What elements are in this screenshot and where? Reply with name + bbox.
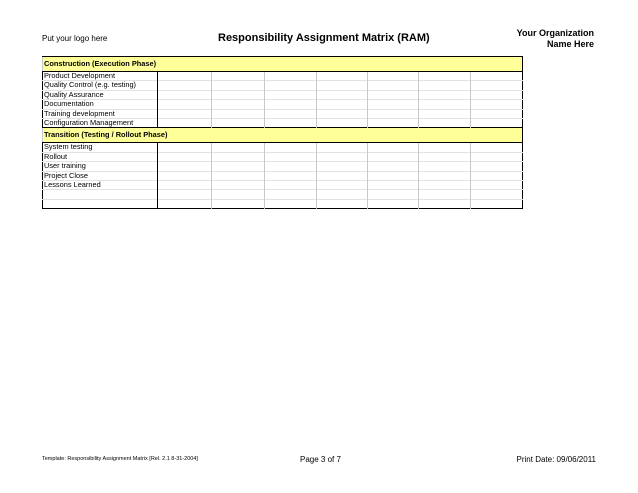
task-row <box>43 190 523 199</box>
assignment-cell[interactable] <box>158 100 212 109</box>
task-row <box>43 81 523 90</box>
task-label[interactable]: User training <box>43 162 158 171</box>
task-row <box>43 72 523 81</box>
assignment-cell[interactable] <box>212 152 265 161</box>
assignment-cell[interactable] <box>419 81 471 90</box>
assignment-cell[interactable] <box>265 143 317 152</box>
phase-header-construction <box>43 57 523 72</box>
assignment-cell[interactable] <box>212 100 265 109</box>
assignment-cell[interactable] <box>212 119 265 128</box>
task-row <box>43 181 523 190</box>
task-label[interactable]: Product Development <box>43 72 158 81</box>
assignment-cell[interactable] <box>317 119 368 128</box>
assignment-cell[interactable] <box>158 162 212 171</box>
assignment-cell[interactable] <box>158 199 212 208</box>
page-title: Responsibility Assignment Matrix (RAM) <box>218 32 430 44</box>
print-date: Print Date: 09/06/2011 <box>516 455 596 464</box>
task-label[interactable]: System testing <box>43 143 158 152</box>
assignment-cell[interactable] <box>265 90 317 99</box>
assignment-cell[interactable] <box>471 152 523 161</box>
assignment-cell[interactable] <box>419 190 471 199</box>
task-row <box>43 100 523 109</box>
assignment-cell[interactable] <box>265 181 317 190</box>
assignment-cell[interactable] <box>158 143 212 152</box>
assignment-cell[interactable] <box>471 143 523 152</box>
assignment-cell[interactable] <box>471 81 523 90</box>
phase-label: Construction (Execution Phase) <box>43 57 523 72</box>
assignment-cell[interactable] <box>158 81 212 90</box>
task-label[interactable]: Project Close <box>43 171 158 180</box>
assignment-cell[interactable] <box>419 162 471 171</box>
assignment-cell[interactable] <box>212 109 265 118</box>
task-row <box>43 171 523 180</box>
assignment-cell[interactable] <box>265 100 317 109</box>
assignment-cell[interactable] <box>368 171 419 180</box>
assignment-cell[interactable] <box>212 199 265 208</box>
assignment-cell[interactable] <box>471 72 523 81</box>
assignment-cell[interactable] <box>419 119 471 128</box>
assignment-cell[interactable] <box>471 90 523 99</box>
task-label[interactable] <box>43 190 158 199</box>
assignment-cell[interactable] <box>368 152 419 161</box>
assignment-cell[interactable] <box>419 72 471 81</box>
assignment-cell[interactable] <box>212 81 265 90</box>
assignment-cell[interactable] <box>212 162 265 171</box>
assignment-cell[interactable] <box>158 90 212 99</box>
task-label[interactable]: Lessons Learned <box>43 181 158 190</box>
assignment-cell[interactable] <box>317 81 368 90</box>
task-row <box>43 152 523 161</box>
assignment-cell[interactable] <box>212 190 265 199</box>
assignment-cell[interactable] <box>419 109 471 118</box>
assignment-cell[interactable] <box>265 81 317 90</box>
ram-table <box>42 56 523 209</box>
assignment-cell[interactable] <box>471 199 523 208</box>
assignment-cell[interactable] <box>265 199 317 208</box>
assignment-cell[interactable] <box>471 171 523 180</box>
assignment-cell[interactable] <box>368 199 419 208</box>
org-line-1: Your Organization <box>516 28 594 38</box>
assignment-cell[interactable] <box>317 171 368 180</box>
template-info: Template: Responsibility Assignment Matrix [Rel. 2.1 8-31-2004] <box>42 456 198 462</box>
assignment-cell[interactable] <box>265 109 317 118</box>
assignment-cell[interactable] <box>419 171 471 180</box>
assignment-cell[interactable] <box>368 72 419 81</box>
assignment-cell[interactable] <box>317 109 368 118</box>
assignment-cell[interactable] <box>368 190 419 199</box>
assignment-cell[interactable] <box>317 90 368 99</box>
assignment-cell[interactable] <box>158 119 212 128</box>
assignment-cell[interactable] <box>158 109 212 118</box>
assignment-cell[interactable] <box>212 181 265 190</box>
assignment-cell[interactable] <box>265 190 317 199</box>
organization-name <box>517 28 594 50</box>
assignment-cell[interactable] <box>158 181 212 190</box>
assignment-cell[interactable] <box>368 90 419 99</box>
assignment-cell[interactable] <box>368 100 419 109</box>
assignment-cell[interactable] <box>317 181 368 190</box>
assignment-cell[interactable] <box>212 90 265 99</box>
task-row <box>43 162 523 171</box>
assignment-cell[interactable] <box>368 162 419 171</box>
page-number: Page 3 of 7 <box>300 455 341 464</box>
phase-header-transition <box>43 128 523 143</box>
task-label[interactable]: Quality Control (e.g. testing) <box>43 81 158 90</box>
assignment-cell[interactable] <box>471 162 523 171</box>
assignment-cell[interactable] <box>317 100 368 109</box>
assignment-cell[interactable] <box>317 72 368 81</box>
assignment-cell[interactable] <box>265 162 317 171</box>
assignment-cell[interactable] <box>212 72 265 81</box>
task-row <box>43 90 523 99</box>
phase-label: Transition (Testing / Rollout Phase) <box>43 128 523 143</box>
assignment-cell[interactable] <box>471 181 523 190</box>
task-label[interactable]: Quality Assurance <box>43 90 158 99</box>
assignment-cell[interactable] <box>471 119 523 128</box>
assignment-cell[interactable] <box>158 72 212 81</box>
assignment-cell[interactable] <box>368 109 419 118</box>
assignment-cell[interactable] <box>317 199 368 208</box>
assignment-cell[interactable] <box>158 190 212 199</box>
assignment-cell[interactable] <box>158 152 212 161</box>
assignment-cell[interactable] <box>317 162 368 171</box>
task-label[interactable]: Configuration Management <box>43 119 158 128</box>
assignment-cell[interactable] <box>419 181 471 190</box>
task-row <box>43 109 523 118</box>
assignment-cell[interactable] <box>471 109 523 118</box>
task-row <box>43 119 523 128</box>
assignment-cell[interactable] <box>419 100 471 109</box>
assignment-cell[interactable] <box>368 181 419 190</box>
task-label[interactable] <box>43 199 158 208</box>
assignment-cell[interactable] <box>212 143 265 152</box>
assignment-cell[interactable] <box>212 171 265 180</box>
assignment-cell[interactable] <box>419 152 471 161</box>
task-label[interactable]: Documentation <box>43 100 158 109</box>
assignment-cell[interactable] <box>317 190 368 199</box>
task-row <box>43 199 523 208</box>
task-label[interactable]: Training development <box>43 109 158 118</box>
org-line-2: Name Here <box>546 39 594 49</box>
logo-placeholder: Put your logo here <box>42 34 108 43</box>
assignment-cell[interactable] <box>368 81 419 90</box>
assignment-cell[interactable] <box>419 143 471 152</box>
assignment-cell[interactable] <box>471 190 523 199</box>
assignment-cell[interactable] <box>317 143 368 152</box>
assignment-cell[interactable] <box>317 152 368 161</box>
assignment-cell[interactable] <box>368 119 419 128</box>
task-label[interactable]: Rollout <box>43 152 158 161</box>
assignment-cell[interactable] <box>265 152 317 161</box>
assignment-cell[interactable] <box>419 199 471 208</box>
assignment-cell[interactable] <box>265 171 317 180</box>
assignment-cell[interactable] <box>368 143 419 152</box>
task-row <box>43 143 523 152</box>
assignment-cell[interactable] <box>265 72 317 81</box>
assignment-cell[interactable] <box>471 100 523 109</box>
assignment-cell[interactable] <box>265 119 317 128</box>
assignment-cell[interactable] <box>158 171 212 180</box>
assignment-cell[interactable] <box>419 90 471 99</box>
